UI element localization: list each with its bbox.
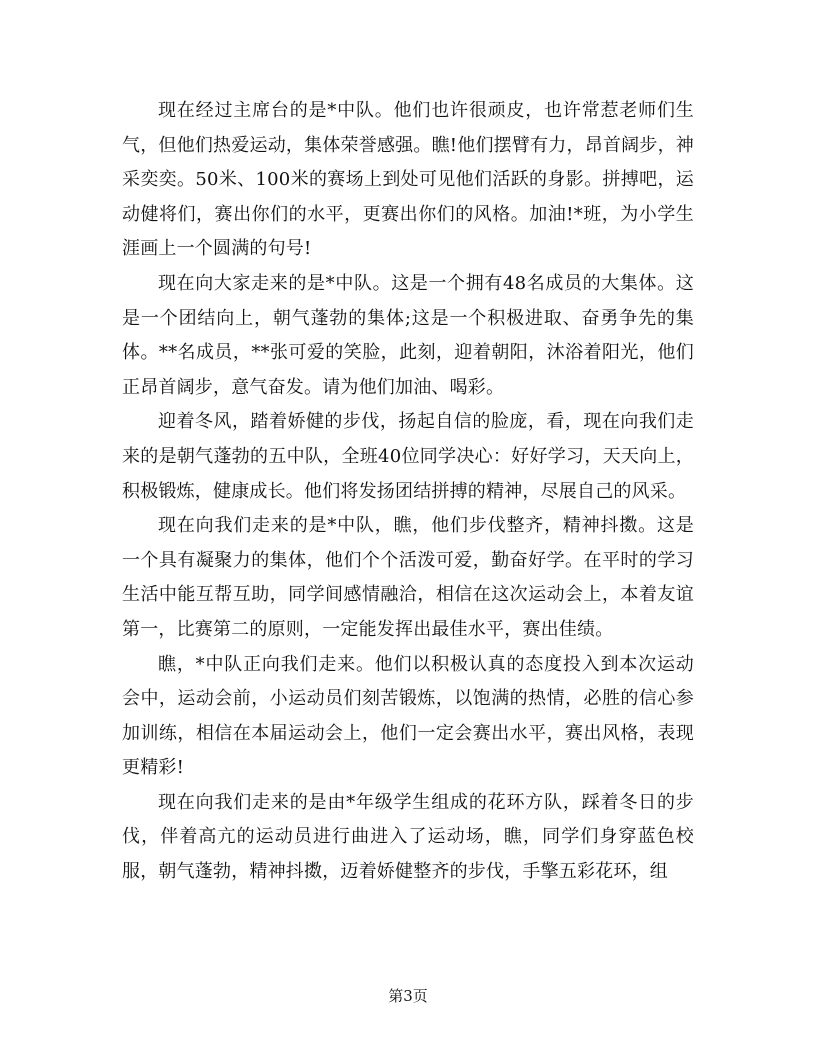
paragraph-5: 瞧，*中队正向我们走来。他们以积极认真的态度投入到本次运动会中，运动会前，小运动员们刻苦锻炼，以饱满的热情，必胜的信心参加训练，相信在本届运动会上，他们一定会赛出水平，赛出风格，表现更精彩! (122, 653, 694, 779)
page-number-footer: 第3页 (388, 987, 428, 1005)
document-body (122, 94, 694, 890)
paragraph-6: 现在向我们走来的是由*年级学生组成的花环方队，踩着冬日的步伐，伴着高亢的运动员进行曲进入了运动场，瞧，同学们身穿蓝色校服，朝气蓬勃，精神抖擞，迈着娇健整齐的步伐，手擎五彩花环，组 (122, 791, 694, 883)
paragraph-4: 现在向我们走来的是*中队，瞧，他们步伐整齐，精神抖擞。这是一个具有凝聚力的集体，他们个个活泼可爱，勤奋好学。在平时的学习生活中能互帮互助，同学间感情融洽，相信在这次运动会上，本着友谊第一，比赛第二的原则，一定能发挥出最佳水平，赛出佳绩。 (122, 515, 694, 640)
paragraph-1: 现在经过主席台的是*中队。他们也许很顽皮，也许常惹老师们生气，但他们热爱运动，集体荣誉感强。瞧!他们摆臂有力，昂首阔步，神采奕奕。50米、100米的赛场上到处可见他们活跃的身影。拼搏吧，运动健将们，赛出你们的水平，更赛出你们的风格。加油!*班，为小学生涯画上一个圆满的句号! (122, 100, 694, 260)
paragraph-2: 现在向大家走来的是*中队。这是一个拥有48名成员的大集体。这是一个团结向上，朝气蓬勃的集体;这是一个积极进取、奋勇争先的集体。**名成员，**张可爱的笑脸，此刻，迎着朝阳，沐浴着阳光，他们正昂首阔步，意气奋发。请为他们加油、喝彩。 (122, 272, 694, 398)
paragraph-3: 迎着冬风，踏着娇健的步伐，扬起自信的脸庞，看，现在向我们走来的是朝气蓬勃的五中队，全班40位同学决心：好好学习，天天向上，积极锻炼，健康成长。他们将发扬团结拼搏的精神，尽展自己的风采。 (122, 411, 694, 502)
